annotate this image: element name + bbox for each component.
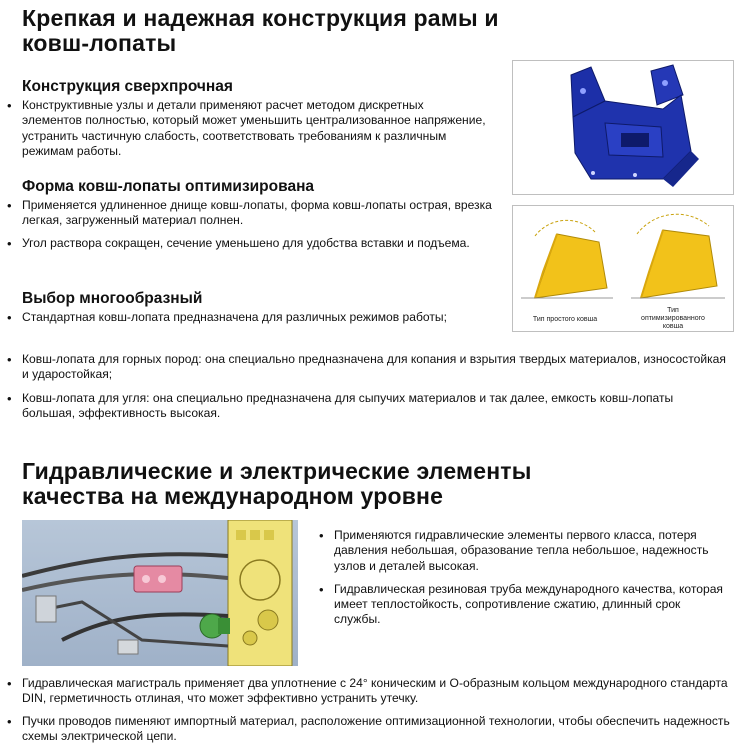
frame-structure-illustration <box>513 61 733 194</box>
sub1-title: Конструкция сверхпрочная <box>22 78 233 95</box>
sub3-title: Выбор многообразный <box>22 290 203 307</box>
list-item: • Ковш-лопата для горных пород: она специально предназначена для копания и взрытия твердых материалов, износостойкая и ударостойкая; <box>6 352 726 383</box>
list-item: • Применяется удлиненное днище ковш-лопаты, форма ковш-лопаты острая, врезка легкая, загруженный материал полнен. <box>6 198 506 229</box>
section1-title-line1: Крепкая и надежная конструкция рамы и <box>22 5 499 31</box>
section2-title <box>22 459 742 509</box>
list-item: • Угол раствора сокращен, сечение уменьшено для удобства вставки и подъема. <box>6 236 506 251</box>
sub2-bullets <box>6 198 506 251</box>
section2-title-line1: Гидравлические и электрические элементы <box>22 458 532 484</box>
sub1-bullets <box>6 98 486 159</box>
section2-title-line2: качества на международном уровне <box>22 483 444 509</box>
list-item: • Пучки проводов пименяют импортный материал, расположение оптимизационной технологии, чтобы обеспечить надежность схемы электрической цепи. <box>6 714 734 745</box>
section1-title <box>22 6 722 56</box>
sub3-bullets-wide <box>6 352 726 421</box>
bucket-caption-optimized: Тип оптимизированного ковша <box>641 307 705 330</box>
list-item: • Конструктивные узлы и детали применяют расчет методом дискретных элементов полностью, который может уменьшить централизованное напряжение, устранить частичную слабость, соответствовать требованиям к различным режимам работы. <box>6 98 486 159</box>
bucket-caption-simple: Тип простого ковша <box>532 316 598 323</box>
bucket-comparison-image <box>512 205 734 332</box>
list-item: • Ковш-лопата для угля: она специально предназначена для сыпучих материалов и так далее, емкость ковш-лопаты большая, эффективность высокая. <box>6 391 726 422</box>
frame-structure-image <box>512 60 734 195</box>
section1-title-line2: ковш-лопаты <box>22 30 177 56</box>
sub3-bullets <box>6 310 496 325</box>
list-item: • Стандартная ковш-лопата предназначена для различных режимов работы; <box>6 310 496 325</box>
section2-right-bullets <box>318 528 728 628</box>
list-item: • Применяются гидравлические элементы первого класса, потеря давления небольшая, образование тепла небольшое, надежность узлов и деталей высокая. <box>318 528 728 574</box>
sub2-title: Форма ковш-лопаты оптимизирована <box>22 178 315 195</box>
section2-bottom-bullets <box>6 676 734 744</box>
list-item: • Гидравлическая резиновая труба международного качества, которая имеет теплостойкость, сопротивление сжатию, длинный срок службы. <box>318 582 728 628</box>
list-item: • Гидравлическая магистраль применяет два уплотнение с 24° коническим и О-образным кольцом международного стандарта DIN, герметичность отлиная, что может эффективно устранить утечку. <box>6 676 734 707</box>
hydraulic-system-illustration <box>22 520 298 666</box>
hydraulic-system-image <box>22 520 298 666</box>
